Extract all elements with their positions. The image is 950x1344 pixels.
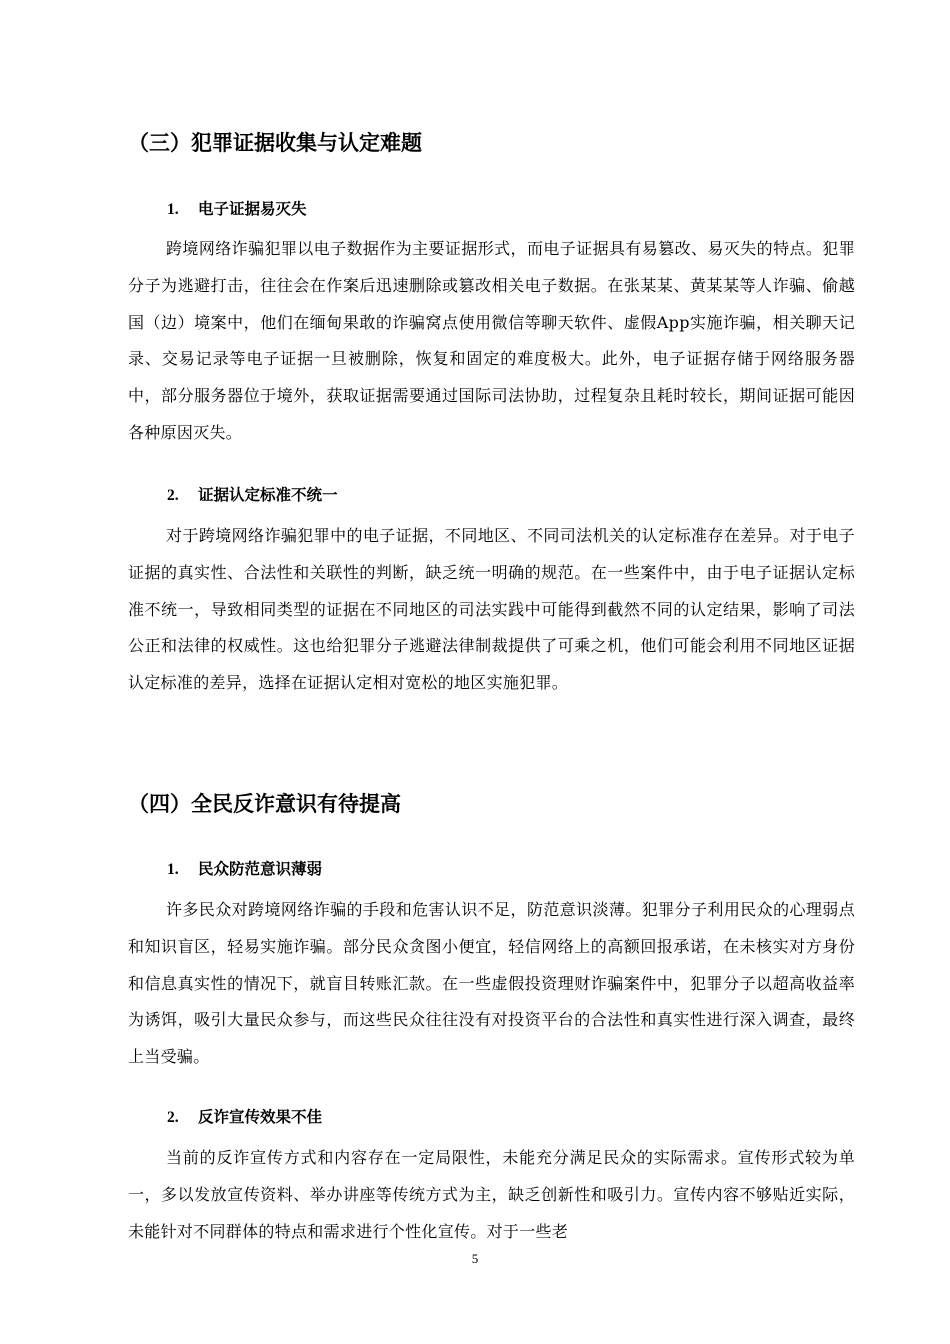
subsection-heading bbox=[167, 197, 307, 219]
subsection-title: 电子证据易灭失 bbox=[198, 200, 307, 218]
body-paragraph: 对于跨境网络诈骗犯罪中的电子证据，不同地区、不同司法机关的认定标准存在差异。对于电子证据的真实性、合法性和关联性的判断，缺乏统一明确的规范。在一些案件中，由于电子证据认定标准不统一，导致相同类型的证据在不同地区的司法实践中可能得到截然不同的认定结果，影响了司法公正和法律的权威性。这也给犯罪分子逃避法律制裁提供了可乘之机，他们可能会利用不同地区证据认定标准的差异，选择在证据认定相对宽松的地区实施犯罪。 bbox=[128, 526, 855, 693]
subsection-title: 民众防范意识薄弱 bbox=[198, 860, 323, 878]
subsection-heading bbox=[167, 857, 322, 879]
subsection-number: 2. bbox=[167, 487, 179, 504]
subsection-number: 1. bbox=[167, 861, 179, 878]
body-paragraph: 当前的反诈宣传方式和内容存在一定局限性，未能充分满足民众的实际需求。宣传形式较为单一，多以发放宣传资料、举办讲座等传统方式为主，缺乏创新性和吸引力。宣传内容不够贴近实际，未能针对不同群体的特点和需求进行个性化宣传。对于一些老 bbox=[128, 1148, 855, 1241]
body-paragraph: 跨境网络诈骗犯罪以电子数据作为主要证据形式，而电子证据具有易篡改、易灭失的特点。犯罪分子为逃避打击，往往会在作案后迅速删除或篡改相关电子数据。在张某某、黄某某等人诈骗、偷越国（边）境案中，他们在缅甸果敢的诈骗窝点使用微信等聊天软件、虚假App实施诈骗，相关聊天记录、交易记录等电子证据一旦被删除，恢复和固定的难度极大。此外，电子证据存储于网络服务器中，部分服务器位于境外，获取证据需要通过国际司法协助，过程复杂且耗时较长，期间证据可能因各种原因灭失。 bbox=[128, 239, 855, 442]
subsection-heading bbox=[167, 483, 338, 505]
page-number: 5 bbox=[471, 1251, 479, 1266]
subsection-title: 反诈宣传效果不佳 bbox=[198, 1108, 323, 1126]
body-paragraph: 许多民众对跨境网络诈骗的手段和危害认识不足，防范意识淡薄。犯罪分子利用民众的心理弱点和知识盲区，轻易实施诈骗。部分民众贪图小便宜，轻信网络上的高额回报承诺，在未核实对方身份和信息真实性的情况下，就盲目转账汇款。在一些虚假投资理财诈骗案件中，犯罪分子以超高收益率为诱饵，吸引大量民众参与，而这些民众往往没有对投资平台的合法性和真实性进行深入调查，最终上当受骗。 bbox=[128, 900, 855, 1067]
subsection-number: 1. bbox=[167, 201, 179, 218]
section-heading: （三）犯罪证据收集与认定难题 bbox=[128, 131, 422, 155]
subsection-number: 2. bbox=[167, 1109, 179, 1126]
subsection-heading bbox=[167, 1105, 322, 1127]
section-heading: （四）全民反诈意识有待提高 bbox=[128, 792, 401, 816]
subsection-title: 证据认定标准不统一 bbox=[198, 486, 338, 504]
